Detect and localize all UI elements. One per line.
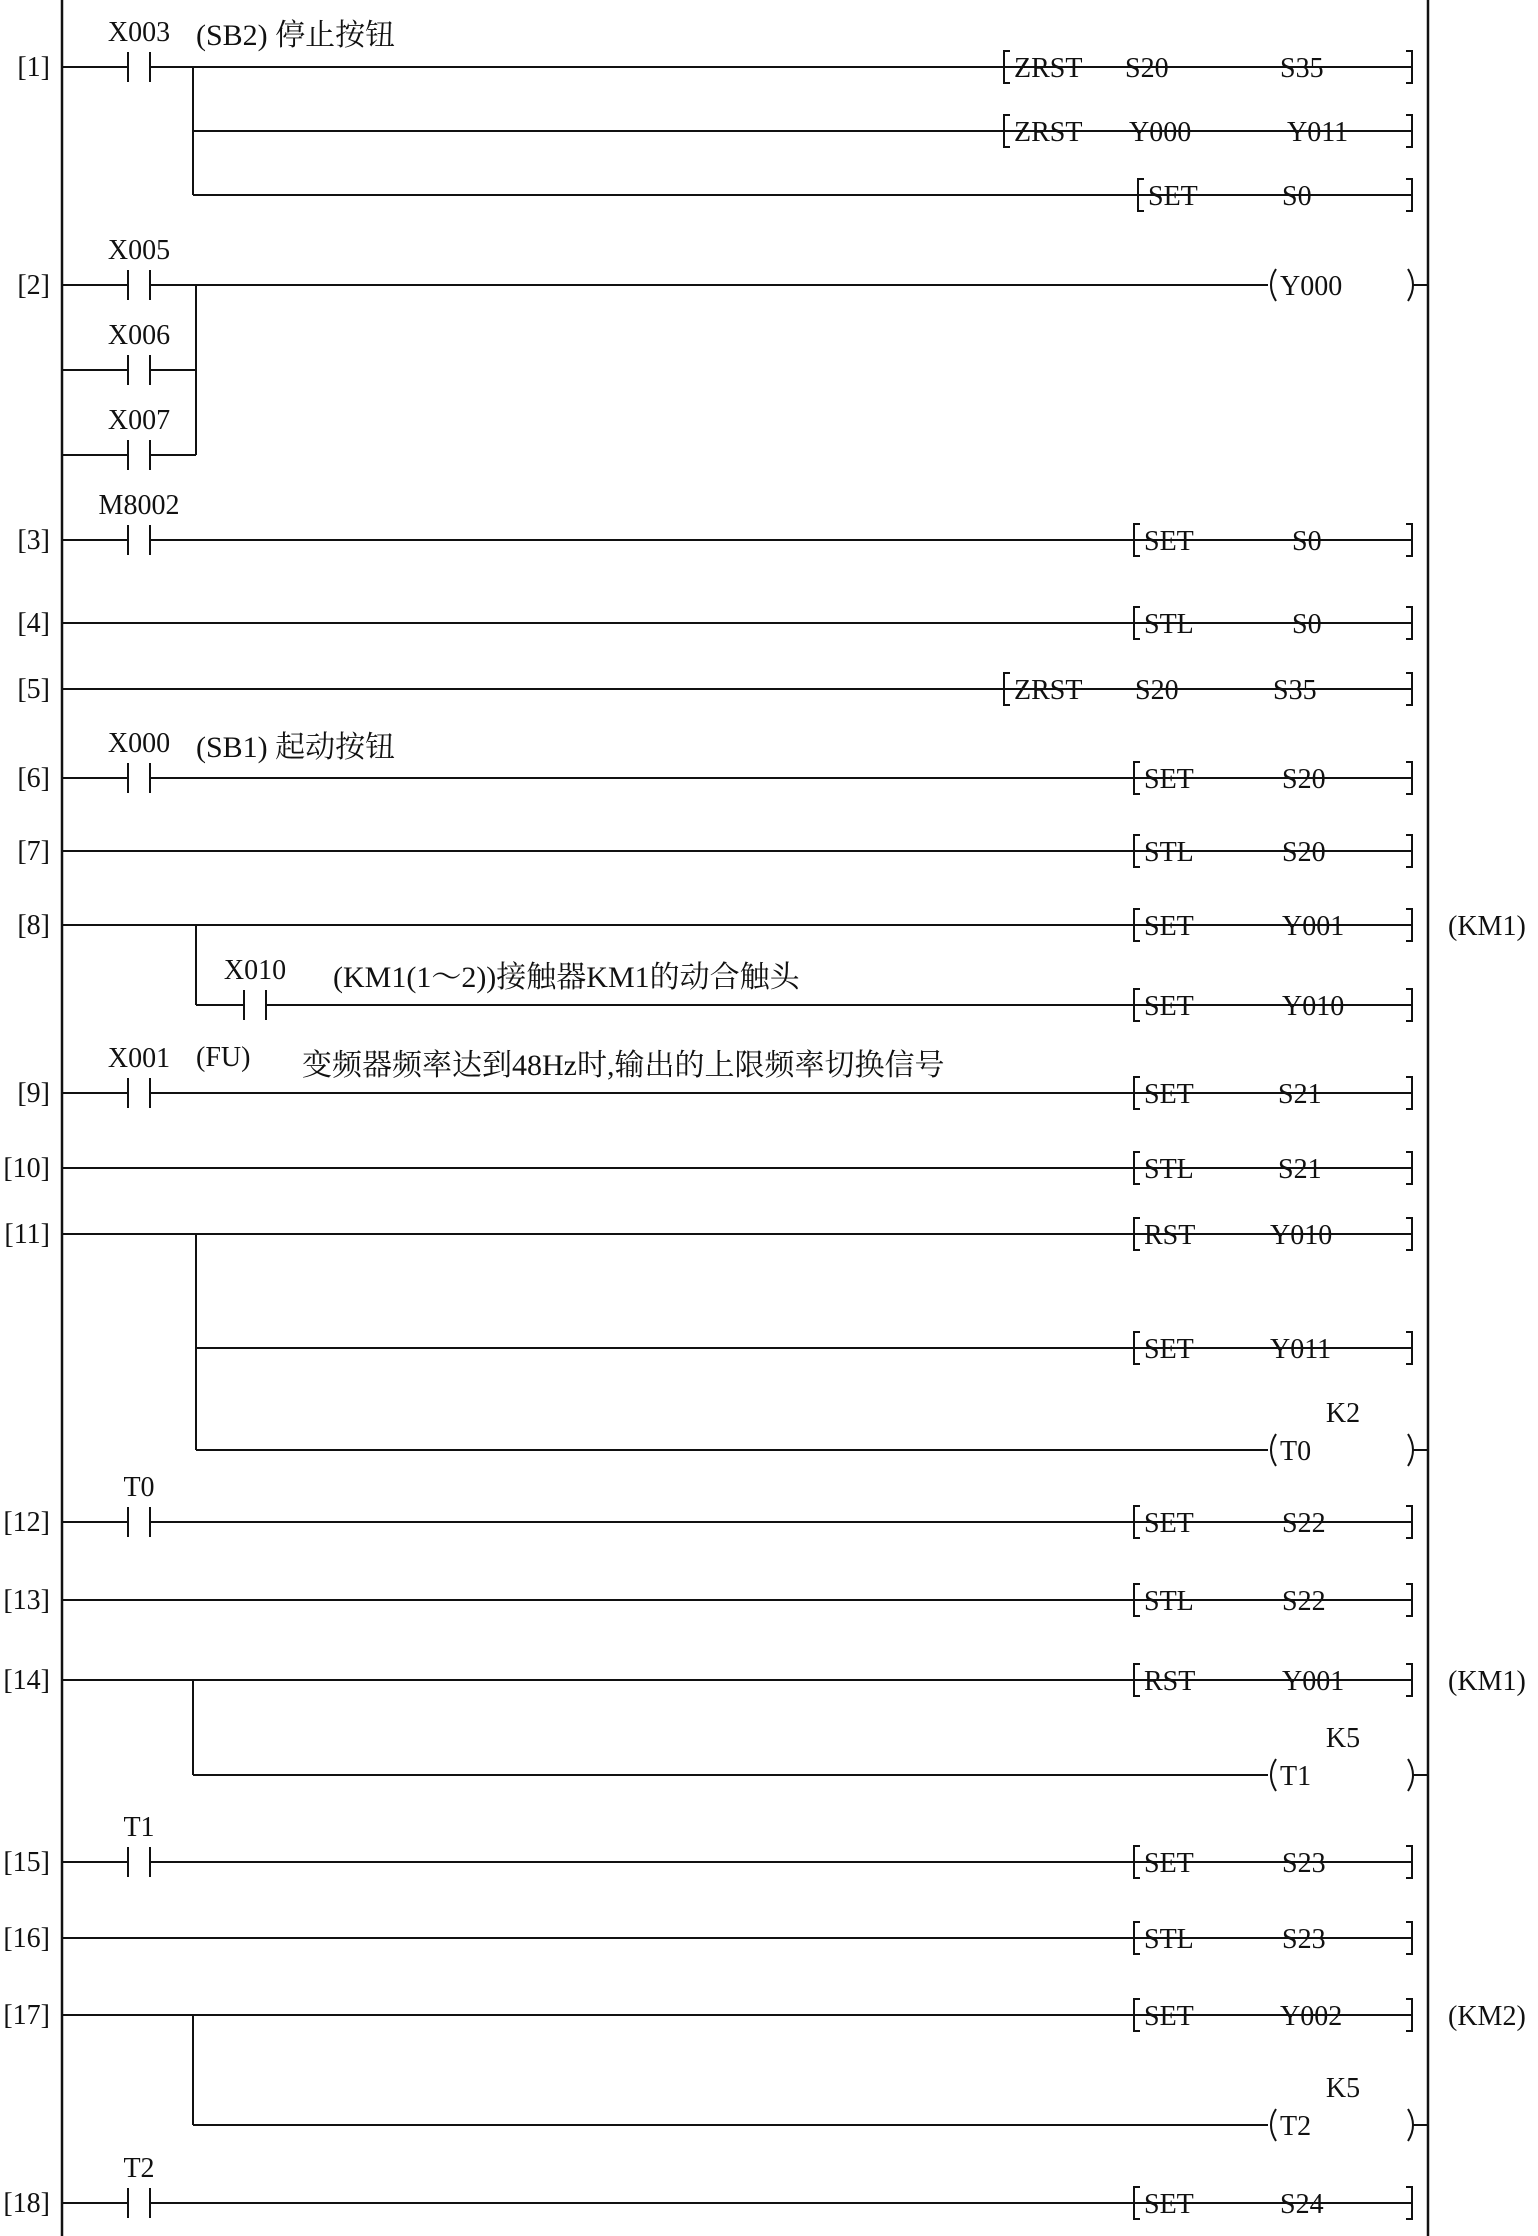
instr-stl-op: STL — [1144, 609, 1194, 640]
coil-t2-preset: K5 — [1325, 2073, 1361, 2104]
instr-stl-op: STL — [1144, 1586, 1194, 1617]
instr-set-op: SET — [1144, 764, 1194, 795]
instr-set-op: SET — [1144, 1848, 1194, 1879]
instr-set-op: SET — [1144, 2189, 1194, 2220]
rung-number: [8] — [17, 910, 50, 941]
contact-t1-label: T1 — [123, 1812, 155, 1843]
rung-number: [4] — [17, 608, 50, 639]
rung-number: [3] — [17, 525, 50, 556]
instr-zrst-arg: S35 — [1273, 675, 1317, 706]
contact-t2-label: T2 — [123, 2153, 155, 2184]
rung-number: [2] — [17, 270, 50, 301]
coil-t1-coil-left — [1271, 1759, 1276, 1791]
instr-stl-arg: S0 — [1292, 609, 1322, 640]
coil-y000-coil-left — [1271, 269, 1276, 301]
coil-t1-preset: K5 — [1325, 1723, 1361, 1754]
contact-tag: (FU) — [196, 1042, 251, 1073]
rung-number: [6] — [17, 763, 50, 794]
coil-t0-preset: K2 — [1325, 1398, 1361, 1429]
instr-set-op: SET — [1148, 181, 1198, 212]
instr-zrst-arg: S20 — [1135, 675, 1179, 706]
instr-set-arg: S0 — [1282, 181, 1312, 212]
instr-set-op: SET — [1144, 1334, 1194, 1365]
coil-t2-op: T2 — [1280, 2111, 1312, 2142]
instr-stl-arg: S22 — [1282, 1586, 1326, 1617]
contact-x000-label: X000 — [107, 728, 171, 759]
instr-set-arg: Y001 — [1282, 911, 1345, 942]
contact-m8002-label: M8002 — [98, 490, 180, 521]
coil-t1-op: T1 — [1280, 1761, 1312, 1792]
instr-set-arg: S22 — [1282, 1508, 1326, 1539]
instr-set-op: SET — [1144, 2001, 1194, 2032]
instr-set-arg: S0 — [1292, 526, 1322, 557]
instr-zrst-op: ZRST — [1014, 53, 1083, 84]
contact-x006-label: X006 — [107, 320, 171, 351]
contact-x010-label: X010 — [223, 955, 287, 986]
instr-zrst-arg: S35 — [1280, 53, 1324, 84]
contact-t0-label: T0 — [123, 1472, 155, 1503]
rung-number: [16] — [3, 1923, 50, 1954]
instr-zrst-arg: S20 — [1125, 53, 1169, 84]
instr-rst-arg: Y010 — [1270, 1220, 1333, 1251]
instr-set-arg: S23 — [1282, 1848, 1326, 1879]
instr-set-op: SET — [1144, 991, 1194, 1022]
contact-x001-label: X001 — [107, 1043, 171, 1074]
rung-number: [12] — [3, 1507, 50, 1538]
instr-zrst-op: ZRST — [1014, 117, 1083, 148]
instr-zrst-arg: Y000 — [1129, 117, 1192, 148]
output-comment: (KM1) — [1448, 911, 1526, 942]
contact-x003-label: X003 — [107, 17, 171, 48]
rung-number: [13] — [3, 1585, 50, 1616]
instr-stl-arg: S23 — [1282, 1924, 1326, 1955]
instr-set-op: SET — [1144, 1508, 1194, 1539]
coil-y000-op: Y000 — [1280, 271, 1343, 302]
instr-rst-op: RST — [1144, 1220, 1196, 1251]
instr-set-arg: S24 — [1280, 2189, 1324, 2220]
contact-note: (SB2) 停止按钮 — [196, 19, 396, 52]
instr-set-arg: Y011 — [1270, 1334, 1332, 1365]
instr-set-op: SET — [1144, 526, 1194, 557]
coil-t2-coil-left — [1271, 2109, 1276, 2141]
rung-number: [17] — [3, 2000, 50, 2031]
output-comment: (KM1) — [1448, 1666, 1526, 1697]
instr-set-op: SET — [1144, 911, 1194, 942]
contact-note: 变频器频率达到48Hz时,输出的上限频率切换信号 — [302, 1049, 945, 1082]
instr-set-arg: S21 — [1278, 1079, 1322, 1110]
contact-x007-label: X007 — [107, 405, 171, 436]
rung-number: [7] — [17, 836, 50, 867]
rung-number: [1] — [17, 52, 50, 83]
contact-note: (SB1) 起动按钮 — [196, 731, 396, 764]
instr-rst-arg: Y001 — [1282, 1666, 1345, 1697]
instr-stl-arg: S20 — [1282, 837, 1326, 868]
instr-stl-arg: S21 — [1278, 1154, 1322, 1185]
instr-stl-op: STL — [1144, 837, 1194, 868]
instr-stl-op: STL — [1144, 1154, 1194, 1185]
coil-t0-op: T0 — [1280, 1436, 1312, 1467]
instr-rst-op: RST — [1144, 1666, 1196, 1697]
rung-number: [11] — [4, 1219, 50, 1250]
rung-number: [9] — [17, 1078, 50, 1109]
instr-set-arg: Y002 — [1280, 2001, 1343, 2032]
rung-number: [15] — [3, 1847, 50, 1878]
rung-number: [14] — [3, 1665, 50, 1696]
instr-set-op: SET — [1144, 1079, 1194, 1110]
rung-number: [5] — [17, 674, 50, 705]
instr-stl-op: STL — [1144, 1924, 1194, 1955]
instr-zrst-op: ZRST — [1014, 675, 1083, 706]
instr-set-arg: Y010 — [1282, 991, 1345, 1022]
instr-set-arg: S20 — [1282, 764, 1326, 795]
coil-t0-coil-left — [1271, 1434, 1276, 1466]
output-comment: (KM2) — [1448, 2001, 1526, 2032]
rung-number: [10] — [3, 1153, 50, 1184]
contact-x005-label: X005 — [107, 235, 171, 266]
rung-number: [18] — [3, 2188, 50, 2219]
contact-note: (KM1(1～2))接触器KM1的动合触头 — [333, 961, 800, 994]
instr-zrst-arg: Y011 — [1287, 117, 1349, 148]
